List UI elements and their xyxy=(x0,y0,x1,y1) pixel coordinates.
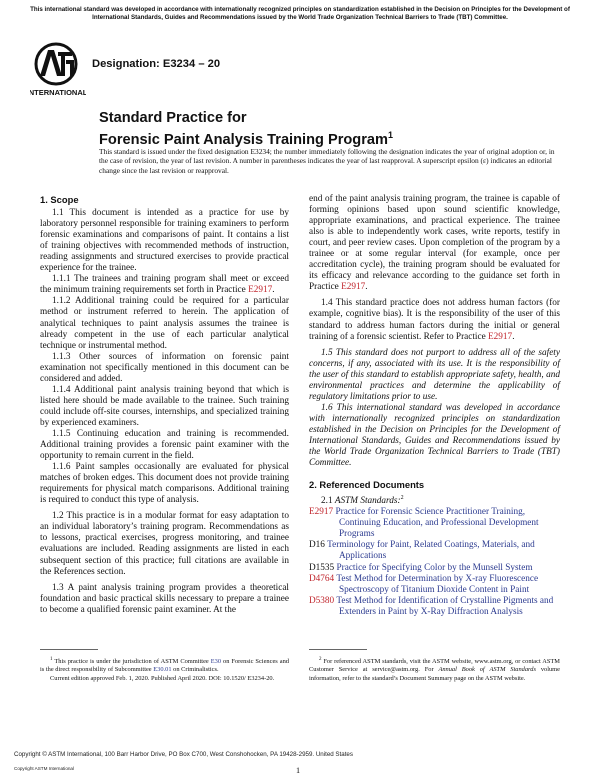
reference-item xyxy=(309,574,560,596)
tbt-notice: This international standard was developed in accordance with internationally recognized principles on standardization established in the Decision on Principles for the Development of International Standards, Guides and Recommendations issued by the World Trade Organization Technical Barriers to Trade (TBT) Committee. xyxy=(30,6,570,21)
ref-link-e2917[interactable]: E2917 xyxy=(488,331,513,342)
licensed-copyright: Copyright ASTM International xyxy=(14,766,75,771)
footnote-1-part-b: on Forensic Sciences and is the direct responsibility of Subcommittee xyxy=(40,658,289,674)
ref-code[interactable]: D4764 xyxy=(309,573,335,584)
ref-code: D16 xyxy=(309,540,325,551)
reference-list xyxy=(309,507,560,617)
issuance-statement: This standard is issued under the fixed designation E3234; the number immediately following the designation indicates the year of original adoption or, in the case of revision, the year of last revision. A number in parentheses indicates the year of last reapproval. A superscript epsilon (ε) indicates an editorial change since the last revision or reapproval. xyxy=(99,147,555,175)
ref-link-e2917[interactable]: E2917 xyxy=(248,285,273,296)
title-line-2 xyxy=(99,127,393,149)
reference-item xyxy=(309,596,560,618)
para-1-1-1: 1.1.1 The trainees and training program shall meet or exceed the minimum training requirements set forth in Practice E2917. xyxy=(40,274,289,296)
astm-standards-title: ASTM Standards: xyxy=(334,496,401,507)
footnote-2-book-title: Annual Book of ASTM Standards xyxy=(438,666,536,674)
footnote-1-edition: Current edition approved Feb. 1, 2020. Published April 2020. DOI: 10.1520/ E3234-20. xyxy=(50,674,275,682)
para-1-3-continued: end of the paint analysis training program, the trainee is capable of forming opinions based upon sound scientific knowledge, appropriate examinations, and practical experience. The trainee also is able to independently work cases, write reports, testify in court, and peer review cases. Upon completion of the program by a trainee or at some regular interval (for example, once per accreditation cycle), the training program should be evaluated for its efficacy and relevance according to the guidance set forth in Practice E2917. xyxy=(309,194,560,293)
astm-standards-number: 2.1 xyxy=(321,496,335,507)
left-column xyxy=(40,194,289,616)
logo-international-text: INTERNATIONAL xyxy=(30,88,86,97)
ref-title[interactable]: Test Method for Identification of Crystalline Pigments and Extenders in Paint by X-Ray Diffraction Analysis xyxy=(336,595,554,617)
ref-link-e30-01[interactable]: E30.01 xyxy=(153,666,172,674)
designation: Designation: E3234 – 20 xyxy=(92,58,221,70)
footnote-1 xyxy=(40,656,289,683)
astm-logo xyxy=(30,40,86,102)
ref-title[interactable]: Terminology for Paint, Related Coatings, Materials, and Applications xyxy=(327,540,535,562)
para-1-5: 1.5 This standard does not purport to address all of the safety concerns, if any, associated with its use. It is the responsibility of the user of this standard to establish appropriate safety, health, and environmental practices and determine the applicability of regulatory limitations prior to use. xyxy=(309,347,560,402)
para-1-1-3: 1.1.3 Other sources of information on forensic paint examination not specifically mentioned in this document can be considered and added. xyxy=(40,351,289,384)
footnote-2-marker: 2 xyxy=(319,657,322,662)
footnote-2-part-b: volume information, refer to the standard’s Document Summary page on the ASTM website. xyxy=(309,666,560,682)
para-1-1-1-text: 1.1.1 The trainees and training program shall meet or exceed the minimum training requirements set forth in Practice xyxy=(40,274,289,296)
para-1-3: 1.3 A paint analysis training program provides a theoretical foundation and basic practical skills necessary to prepare a trainee to become a qualified forensic paint examiner. At the xyxy=(40,582,289,615)
right-column xyxy=(309,194,560,618)
para-1-1-2: 1.1.2 Additional training could be required for a particular method or instrument referred to herein. The application of analytical techniques to paint analysis assumes the trainee is already competent in the use of each particular analytical technique or instrumental method. xyxy=(40,296,289,351)
astm-logo-mark xyxy=(30,40,86,102)
ref-code[interactable]: D5380 xyxy=(309,595,335,606)
para-1-4: 1.4 This standard practice does not address human factors (for example, cognitive bias). It is the responsibility of the user of this standard to address human factors during the initial or general training of a forensic scientist. Refer to Practice E2917. xyxy=(309,298,560,342)
footnote-2-part-a: For referenced ASTM standards, visit the ASTM website, www.astm.org, or contact ASTM Customer Service at service@astm.org. For xyxy=(309,658,560,674)
document-title xyxy=(99,110,393,149)
para-1-1-6: 1.1.6 Paint samples occasionally are evaluated for physical matches of broken edges. This document does not provide training requirements for physical match comparisons. Additional training is required to conduct this type of analysis. xyxy=(40,462,289,506)
title-footnote-marker: 1 xyxy=(387,130,393,140)
footnote-1-marker: 1 xyxy=(50,657,53,662)
reference-item xyxy=(309,563,560,574)
scope-heading: 1. Scope xyxy=(40,194,79,205)
para-1-2: 1.2 This practice is in a modular format for easy adaptation to an individual laboratory’s training program. Recommendations as to lessons, practical exercises, progress monitoring, and trainee evaluations are included. Reading assignments are listed in each subsequent section of this practice; full citations are available in the References section. xyxy=(40,511,289,577)
ref-code[interactable]: E2917 xyxy=(309,507,334,518)
referenced-documents-heading: 2. Referenced Documents xyxy=(309,479,425,491)
footnote-1-part-c: on Criminalistics. xyxy=(171,666,219,674)
footnote-rule-left xyxy=(40,649,98,650)
ref-code: D1535 xyxy=(309,562,335,573)
ref-title[interactable]: Practice for Forensic Science Practitioner Training, Continuing Education, and Professional Development Programs xyxy=(335,507,539,540)
ref-link-e30[interactable]: E30 xyxy=(210,658,222,666)
reference-item xyxy=(309,507,560,540)
title-line-1: Standard Practice for xyxy=(99,110,247,126)
ref-link-e2917[interactable]: E2917 xyxy=(341,282,366,293)
para-1-1-4: 1.1.4 Additional paint analysis training beyond that which is listed here should be made available to the trainee. Such training could include off-site courses, internships, and specialized training by experienced examiners. xyxy=(40,384,289,428)
ref-title[interactable]: Test Method for Determination by X-ray Fluorescence Spectroscopy of Titanium Dioxide Content in Paint xyxy=(336,573,539,595)
astm-standards-label xyxy=(309,493,560,507)
ref-title[interactable]: Practice for Specifying Color by the Munsell System xyxy=(336,562,533,573)
title-line-2-text: Forensic Paint Analysis Training Program xyxy=(99,131,388,148)
footnote-1-part-a: This practice is under the jurisdiction of ASTM Committee xyxy=(52,658,211,666)
para-1-1: 1.1 This document is intended as a practice for use by laboratory personnel responsible for training examiners to perform forensic examinations and comparisons of paint. It contains a list of training objectives with recommended methods of instruction, reading assignments and structured exercises to provide practical experience for the trainee. xyxy=(40,208,289,274)
para-1-4-text: 1.4 This standard practice does not address human factors (for example, cognitive bias). It is the responsibility of the user of this standard to address human factors during the initial or general training of a forensic scientist. Refer to Practice xyxy=(309,298,560,342)
para-1-6: 1.6 This international standard was developed in accordance with internationally recognized principles on standardization established in the Decision on Principles for the Development of International Standards, Guides and Recommendations issued by the World Trade Organization Technical Barriers to Trade (TBT) Committee. xyxy=(309,402,560,469)
para-1-3-continued-text: end of the paint analysis training program, the trainee is capable of forming opinions based upon sound scientific knowledge, appropriate examinations, and practical experience. The trainee also is able to independently work cases, write reports, testify in court, and peer review cases. Upon completion of the program by a trainee or at some regular interval (for example, once per accreditation cycle), the training program should be evaluated for its efficacy and relevance according to the guidance set forth in Practice xyxy=(309,194,560,293)
footnote-2 xyxy=(309,656,560,683)
astm-standards-footnote-marker: 2 xyxy=(400,495,404,502)
footnote-2-text xyxy=(309,656,560,683)
copyright-line: Copyright © ASTM International, 100 Barr Harbor Drive, PO Box C700, West Conshohocken, PA 19428-2959. United States xyxy=(14,751,353,758)
footnote-rule-right xyxy=(309,649,367,650)
footnote-1-text xyxy=(40,656,289,675)
para-1-1-5: 1.1.5 Continuing education and training is recommended. Additional training provides a forensic paint examiner with the opportunity to remain current in the field. xyxy=(40,428,289,462)
page-number: 1 xyxy=(296,766,301,775)
reference-item xyxy=(309,540,560,562)
